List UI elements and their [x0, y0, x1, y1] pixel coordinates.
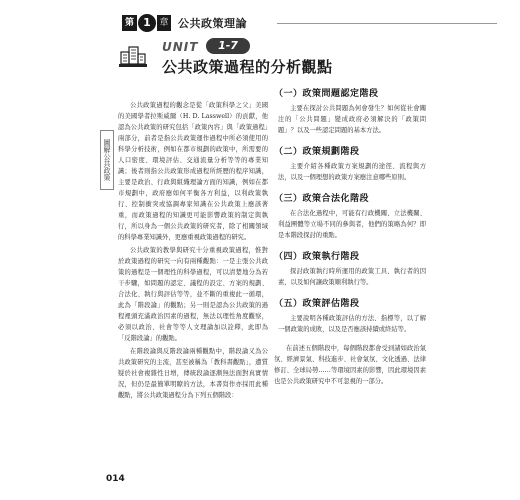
- section-body: 在合法化過程中，可能有行政機關、立法機關、利益團體等立場不同的參與者，他們的策略為何？即是本階段探討的重點。: [278, 210, 426, 239]
- section-heading: （五）政策評估階段: [274, 299, 360, 309]
- building-icon: [118, 44, 148, 68]
- page-number: 014: [106, 474, 125, 484]
- unit-title: 公共政策過程的分析觀點: [162, 58, 333, 76]
- section-body: 探討政策執行時所運用的政策工具、執行者的因素，以及如何讓政策順利執行等。: [278, 268, 426, 286]
- margin-tag: 圖解公共政策: [100, 130, 114, 190]
- chapter-header: [122, 14, 422, 32]
- section-heading: （二）政策規劃階段: [274, 147, 360, 157]
- section-body: 主要在探討公共問題為何會發生？如何從社會關注的「公共問題」變成政府必須解決的「政策問題」？以及一些認定問題的基本方法。: [278, 105, 426, 134]
- section-body: 主要說明各種政策評估的方法、指標等，以了解一個政策的成敗，以及是否應該持續或終結等。: [278, 315, 426, 333]
- body-paragraph: 在階段論與反階段論兩種觀點中，階段論又為公共政策研究的主流，甚至被稱為「教科書觀點」，遭質疑於社會複雜性日增，傳統段論逐漸無法面對真實情況，但仍是最簡單明瞭的方法，本書寫作亦採用此種觀點，將公共政策過程分為下列五個階段：: [118, 348, 268, 399]
- right-column: [274, 86, 426, 389]
- stage-section: [274, 249, 426, 288]
- header-divider: [277, 23, 497, 24]
- closing-paragraph: 在前述五個階段中，每個階段都會受到諸如政治氣氛、經濟景氣、科技進步、社會氣氛、文化透過、法律修訂、全球局勢……等環境因素的影響，因此環境因素也是公共政策研究中不可忽視的一部分。: [274, 345, 426, 385]
- stage-section: [274, 86, 426, 136]
- section-heading: （四）政策執行階段: [274, 252, 360, 262]
- chapter-title: 公共政策理論: [178, 17, 247, 30]
- unit-number: 1-7: [206, 38, 250, 54]
- body-paragraph: 公共政策的教學與研究十分重視政策過程，惟對於政策過程的研究一向有兩種觀點：一是主張公共政策的過程是一個理性的科學過程，可以清楚地分為若干步驟，如問題的認定、議程的設定、方案的規劃、合法化、執行與評估等等，並不斷的重複此一循環，此為「階段論」的觀點；另一則是認為公共政策的過程裡頭充滿政治因素的過程，無法以理性角度觀察，必須以政治、社會等等人文理論加以詮釋，此即為「反階段論」的觀點。: [118, 247, 268, 342]
- section-heading: （三）政策合法化階段: [274, 194, 370, 204]
- chapter-prefix: 第: [122, 15, 137, 31]
- stage-section: [274, 191, 426, 241]
- unit-label: UNIT: [162, 40, 199, 54]
- stage-section: [274, 296, 426, 335]
- stage-section: [274, 144, 426, 183]
- chapter-number: 1: [138, 14, 156, 32]
- section-heading: （一）政策問題認定階段: [274, 89, 379, 99]
- left-column: [118, 100, 268, 403]
- section-body: 主要介紹各種政策方案規劃的途徑、流程與方法，以及一個理想的政策方案應注意哪些原則。: [278, 163, 426, 181]
- chapter-suffix: 章: [157, 15, 171, 31]
- body-paragraph: 公共政策過程的觀念是從「政策科學之父」美國的美國學者拉斯威爾（H. D. Lasswell）的貢獻，他認為公共政策的研究包括「政策內容」與「政策過程」兩部分，前者是指公共政策運作過程中所必須使用的科學分析技術，例如在都市規劃的政策中，所需要的人口密度、環境評估、交通流量分析等等的專業知識；後者則指公共政策形成過程所經歷的程序知識，主要是政治、行政與組織理論方面的知識，例如在都市規劃中，政府應如何平衡各方利益，以利政策執行、控制衝突或協調專家知識在公共政策上應該著重，而政策過程的知識更可能影響政策的制定與執行，所以身為一個公共政策的研究者，除了相關領域的科學專業知識外，更應重視政策過程的研究。: [118, 102, 268, 241]
